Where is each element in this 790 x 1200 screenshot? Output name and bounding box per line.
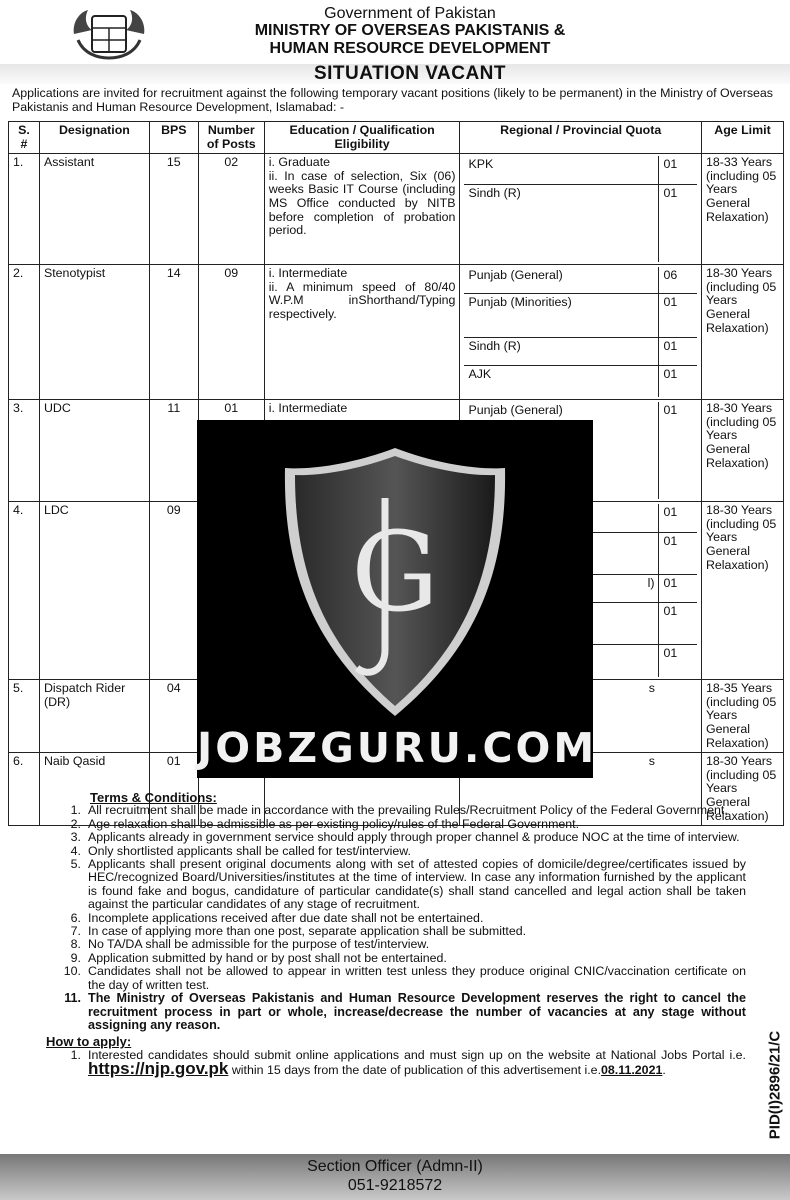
pid-number: PID(I)2896/21/C	[766, 1030, 784, 1140]
header-quota: Regional / Provincial Quota	[460, 122, 702, 154]
quota-number: 01	[659, 602, 697, 644]
quota-number: 01	[659, 402, 697, 499]
quota-number: 01	[659, 337, 697, 365]
quota-region: Sindh (R)	[468, 185, 521, 200]
row-posts: 02	[198, 154, 264, 265]
row-designation: Naib Qasid	[39, 753, 149, 826]
header	[0, 0, 790, 84]
list-item: 1. Interested candidates should submit online applications and must sign up on the website at National Jobs Portal i.e. https://njp.gov.pk within 15 days from the date of publication of this advertisement i.e.08.11.2021.	[70, 1047, 746, 1079]
row-posts: 09	[198, 265, 264, 400]
footer-officer: Section Officer (Admn-II)	[307, 1158, 483, 1175]
quota-region: Punjab (Minorities)	[464, 293, 659, 337]
row-bps: 11	[149, 400, 198, 502]
row-bps: 01	[149, 753, 198, 826]
row-sn: 6.	[9, 753, 40, 826]
edu-item: i. Intermediate	[268, 266, 348, 281]
quota-table	[464, 267, 697, 397]
svg-text:G: G	[351, 508, 439, 636]
ministry-line-1: MINISTRY OF OVERSEAS PAKISTANIS &	[254, 22, 566, 39]
row-age: 18-30 Years (including 05 Years General Relaxation)	[701, 753, 783, 826]
table-header-row	[9, 122, 784, 154]
edu-item: i. Graduate	[268, 155, 331, 170]
shield-logo-icon	[197, 420, 593, 720]
terms-section	[46, 791, 746, 1078]
publication-date: 08.11.2021	[601, 1063, 663, 1078]
footer	[0, 1154, 790, 1200]
quota-number: 01	[659, 644, 697, 677]
row-bps: 14	[149, 265, 198, 400]
row-age: 18-33 Years (including 05 Years General Relaxation)	[701, 154, 783, 265]
table-row	[9, 265, 784, 400]
quota-number: 01	[659, 293, 697, 337]
list-item: 5. Applicants shall present original documents along with set of attested copies of domicile/degree/certificates issued by HEC/recognized Board/Universities/institutes at the time of interview. In case any information furnished by the applicant is found fake and bogus, candidature of particular candidate(s) shall stand cancelled and legal action shall be taken against the particular candidates of any stage of recruitment.	[70, 857, 746, 912]
row-designation: LDC	[39, 502, 149, 680]
row-quota	[460, 154, 702, 265]
row-bps: 15	[149, 154, 198, 265]
list-item: 6. Incomplete applications received after due date shall not be entertained.	[70, 910, 484, 925]
row-sn: 1.	[9, 154, 40, 265]
row-sn: 4.	[9, 502, 40, 680]
government-title: Government of Pakistan	[324, 5, 496, 22]
njp-link[interactable]: https://njp.gov.pk	[88, 1059, 229, 1079]
header-bps: BPS	[149, 122, 198, 154]
row-bps: 04	[149, 680, 198, 753]
quota-table	[464, 156, 697, 262]
row-age: 18-30 Years (including 05 Years General Relaxation)	[701, 400, 783, 502]
ministry-line-2: HUMAN RESOURCE DEVELOPMENT	[269, 40, 551, 57]
edu-item: ii. A minimum speed of 80/40 W.P.M inShorthand/Typing respectively.	[268, 279, 456, 321]
quota-region: Punjab (General)	[468, 403, 563, 418]
edu-item: ii. In case of selection, Six (06) weeks Basic IT Course (including MS Office conducted by NITB before completion of probation period.	[268, 168, 456, 238]
watermark-overlay	[197, 420, 598, 778]
footer-phone: 051-9218572	[347, 1177, 443, 1194]
row-sn: 3.	[9, 400, 40, 502]
list-item: 2. Age relaxation shall be admissible as per existing policy/rules of the Federal Government.	[70, 816, 580, 831]
row-sn: 2.	[9, 265, 40, 400]
list-item: 3. Applicants already in government service should apply through proper channel & produce NOC at the time of interview.	[70, 830, 740, 845]
terms-list	[46, 804, 746, 1032]
watermark-text: JOBZGURU.COM	[197, 724, 598, 772]
howto-list	[46, 1049, 746, 1078]
row-designation: UDC	[39, 400, 149, 502]
quota-number: 01	[659, 532, 697, 574]
quota-number: 01	[659, 574, 697, 602]
header-sn: S. #	[9, 122, 40, 154]
quota-region: l)	[464, 574, 659, 602]
row-bps: 09	[149, 502, 198, 680]
quota-number: 06	[659, 267, 697, 293]
quota-number: 01	[659, 156, 697, 184]
quota-region: Punjab (General)	[464, 267, 659, 293]
quota-region: AJK	[468, 366, 492, 381]
row-designation: Stenotypist	[39, 265, 149, 400]
list-item: 7. In case of applying more than one post, separate application shall be submitted.	[70, 924, 527, 939]
howto-title: How to apply:	[46, 1034, 132, 1050]
quota-region: Sindh (R)	[464, 337, 659, 365]
table-row	[9, 154, 784, 265]
header-designation: Designation	[39, 122, 149, 154]
list-item: 10. Candidates shall not be allowed to appear in written test unless they produce original CNIC/vaccination certificate on the day of written test.	[63, 964, 746, 992]
page-title: SITUATION VACANT	[313, 63, 506, 84]
row-quota	[460, 265, 702, 400]
row-education	[264, 154, 460, 265]
row-posts: 01	[198, 400, 264, 502]
row-sn: 5.	[9, 680, 40, 753]
quota-number: 01	[659, 184, 697, 262]
list-item: 1. All recruitment shall be made in accordance with the prevailing Rules/Recruitment Policy of the Federal Government.	[70, 803, 728, 818]
quota-region: KPK	[464, 156, 659, 184]
quota-number: 01	[659, 504, 697, 532]
row-age: 18-30 Years (including 05 Years General Relaxation)	[701, 502, 783, 680]
header-education: Education / Qualification Eligibility	[264, 122, 460, 154]
row-quota: s	[460, 680, 702, 753]
row-designation: Assistant	[39, 154, 149, 265]
header-posts: Number of Posts	[198, 122, 264, 154]
row-age: 18-30 Years (including 05 Years General Relaxation)	[701, 265, 783, 400]
list-item: 11. The Ministry of Overseas Pakistanis and Human Resource Development reserves the right to cancel the recruitment process in part or whole, increase/decrease the number of vacancies at any stage without assigning any reason.	[64, 991, 746, 1032]
row-quota: s	[460, 753, 702, 826]
quota-number: 01	[659, 365, 697, 397]
terms-title: Terms & Conditions:	[90, 790, 217, 805]
edu-item: i. Intermediate	[268, 401, 348, 416]
row-age: 18-35 Years (including 05 Years General Relaxation)	[701, 680, 783, 753]
list-item: 4. Only shortlisted applicants shall be called for test/interview.	[70, 843, 412, 858]
intro-paragraph: Applications are invited for recruitment against the following temporary vacant positions (likely to be permanent) in the Ministry of Overseas Pakistanis and Human Resource Development, Islamabad: -	[12, 86, 774, 114]
header-age: Age Limit	[701, 122, 783, 154]
list-item: 8. No TA/DA shall be admissible for the purpose of test/interview.	[70, 937, 430, 952]
row-education	[264, 265, 460, 400]
ministry-title	[0, 22, 790, 58]
list-item: 9. Application submitted by hand or by post shall not be entertained.	[70, 950, 447, 965]
row-designation: Dispatch Rider (DR)	[39, 680, 149, 753]
